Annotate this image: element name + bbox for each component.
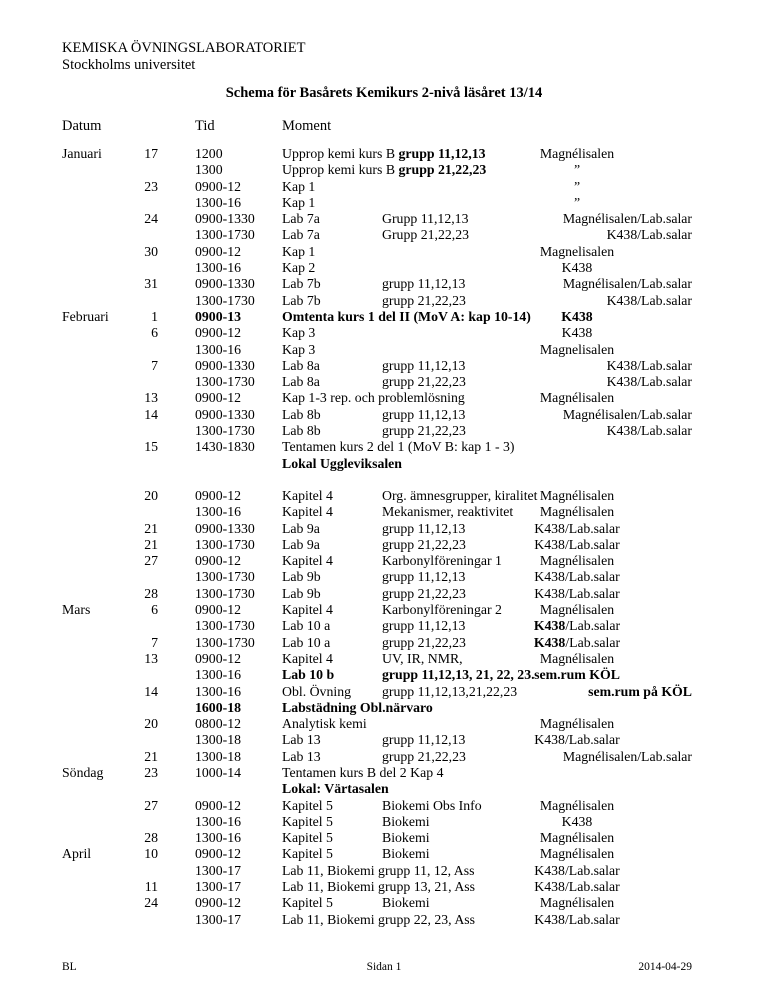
row-moment: Lab 9a <box>282 536 320 552</box>
row-group: Biokemi <box>382 813 430 829</box>
row-room: Magnélisalen <box>539 895 615 911</box>
row-time: 0900-12 <box>195 553 241 569</box>
schedule-row <box>0 276 768 292</box>
row-time: 1430-1830 <box>195 439 255 455</box>
row-day: 21 <box>144 520 158 536</box>
row-time: 1300-16 <box>195 813 241 829</box>
row-group: grupp 11,12,13, 21, 22, 23. <box>382 667 535 683</box>
row-moment: Kap 2 <box>282 260 316 276</box>
row-month: Söndag <box>62 764 104 780</box>
row-room: K438 <box>561 325 593 341</box>
schedule-row <box>0 374 768 390</box>
row-month: Februari <box>62 308 109 324</box>
row-moment: Lab 13 <box>282 748 321 764</box>
row-day: 31 <box>144 276 158 292</box>
row-time: 1000-14 <box>195 764 241 780</box>
schedule-row <box>0 569 768 585</box>
schedule-row <box>0 456 768 472</box>
row-room: Magnélisalen <box>539 146 615 161</box>
row-time: 1300-16 <box>195 260 241 276</box>
row-group: Grupp 21,22,23 <box>382 227 469 243</box>
row-group: grupp 21,22,23 <box>382 585 466 601</box>
row-moment: Kapitel 4 <box>282 553 333 569</box>
row-moment: Lab 8b <box>282 406 321 422</box>
row-group: Biokemi <box>382 830 430 846</box>
row-room: Magnélisalen <box>539 553 615 569</box>
schedule-row <box>0 358 768 374</box>
row-room: Magnélisalen <box>539 797 615 813</box>
row-room: Magnélisalen <box>539 602 615 618</box>
row-day: 13 <box>144 390 158 406</box>
row-room: K438/Lab.salar <box>606 423 692 439</box>
row-moment: Lab 7a <box>282 211 320 227</box>
row-room: Magnélisalen <box>539 846 615 862</box>
row-room: Magnélisalen <box>539 650 615 666</box>
schedule-row <box>0 325 768 341</box>
row-time: 1200 <box>195 146 223 161</box>
row-time: 0900-1330 <box>195 357 255 373</box>
row-group: grupp 11,12,13,21,22,23 <box>382 683 518 699</box>
row-group: grupp 21,22,23 <box>382 423 466 439</box>
row-moment: Kap 1 <box>282 194 316 210</box>
row-group: Mekanismer, reaktivitet <box>382 504 514 520</box>
row-day: 30 <box>144 243 158 259</box>
row-day: 23 <box>144 178 158 194</box>
row-moment: Kapitel 4 <box>282 650 333 666</box>
row-room: K438/Lab.salar <box>534 520 620 536</box>
row-room: Magnélisalen <box>539 487 615 503</box>
schedule-row <box>0 798 768 814</box>
schedule-row <box>0 700 768 716</box>
schedule-row <box>0 309 768 325</box>
row-moment: Kapitel 5 <box>282 797 333 813</box>
row-room: Magnélisalen <box>539 830 615 846</box>
row-room: Magnélisalen/Lab.salar <box>562 211 692 227</box>
row-time: 1300 <box>195 162 223 178</box>
row-group: Biokemi <box>382 846 430 862</box>
row-moment: Obl. Övning <box>282 683 351 699</box>
row-moment: Lab 10 b <box>282 667 335 683</box>
row-time: 1300-1730 <box>195 536 255 552</box>
row-month: Mars <box>62 602 91 618</box>
row-moment: Kapitel 4 <box>282 487 333 503</box>
row-day: 10 <box>144 846 158 862</box>
row-time: 0900-12 <box>195 325 241 341</box>
row-moment: Kap 1 <box>282 178 316 194</box>
schedule-row <box>0 439 768 455</box>
schedule-row <box>0 716 768 732</box>
row-day: 23 <box>144 764 158 780</box>
row-moment: Lab 8a <box>282 357 320 373</box>
row-moment: Kap 1 <box>282 243 316 259</box>
row-room: Magnelisalen <box>539 243 615 259</box>
row-time: 0900-1330 <box>195 520 255 536</box>
row-time: 1300-1730 <box>195 585 255 601</box>
row-group: grupp 21,22,23 <box>382 374 466 390</box>
schedule-row <box>0 504 768 520</box>
row-time: 1300-17 <box>195 911 241 927</box>
row-moment: Lab 7a <box>282 227 320 243</box>
row-moment: Labstädning Obl.närvaro <box>282 699 433 715</box>
row-month: Januari <box>62 146 102 161</box>
row-moment: Lab 11, Biokemi grupp 13, 21, Ass <box>282 879 476 895</box>
schedule-row <box>0 830 768 846</box>
row-room: Magnelisalen <box>539 341 615 357</box>
row-time: 1300-16 <box>195 683 241 699</box>
schedule-row <box>0 521 768 537</box>
row-moment: Kap 3 <box>282 325 316 341</box>
schedule-row <box>0 749 768 765</box>
row-day: 14 <box>144 406 158 422</box>
row-time: 1300-16 <box>195 341 241 357</box>
row-moment: Tentamen kurs 2 del 1 (MoV B: kap 1 - 3) <box>282 439 515 455</box>
row-day: 24 <box>144 211 158 227</box>
row-time: 1300-17 <box>195 879 241 895</box>
row-time: 1300-1730 <box>195 292 255 308</box>
row-day: 28 <box>144 585 158 601</box>
row-group: grupp 11,12,13 <box>382 569 466 585</box>
row-moment: Lab 9b <box>282 569 321 585</box>
row-time: 1300-1730 <box>195 374 255 390</box>
row-room: Magnélisalen <box>539 716 615 732</box>
row-moment-group: grupp 11,12,13 <box>398 146 486 161</box>
row-day: 21 <box>144 536 158 552</box>
schedule-row <box>0 618 768 634</box>
row-moment: Kapitel 5 <box>282 895 333 911</box>
column-header-moment: Moment <box>282 118 332 134</box>
row-moment: Kapitel 5 <box>282 813 333 829</box>
footer-page-number: Sidan 1 <box>366 961 402 973</box>
schedule-row <box>0 146 768 162</box>
schedule-row <box>0 895 768 911</box>
row-room: K438/Lab.salar <box>606 292 692 308</box>
row-moment: Omtenta kurs 1 del II (MoV A: kap 10-14) <box>282 308 531 324</box>
schedule-row <box>0 195 768 211</box>
row-time: 1300-16 <box>195 504 241 520</box>
row-moment: Kapitel 5 <box>282 846 333 862</box>
row-month: April <box>62 846 92 862</box>
row-moment <box>282 162 486 178</box>
schedule-row <box>0 586 768 602</box>
row-time: 1300-18 <box>195 748 241 764</box>
row-day: 17 <box>144 146 158 161</box>
row-moment: Lab 9a <box>282 520 320 536</box>
row-time: 0900-12 <box>195 650 241 666</box>
row-room-suffix: /Lab.salar <box>565 634 621 650</box>
row-time: 0900-12 <box>195 243 241 259</box>
row-group: grupp 21,22,23 <box>382 292 466 308</box>
row-time: 1300-1730 <box>195 569 255 585</box>
row-time: 1300-1730 <box>195 423 255 439</box>
row-day: 13 <box>144 650 158 666</box>
row-group: grupp 21,22,23 <box>382 536 466 552</box>
row-time: 1300-1730 <box>195 618 255 634</box>
schedule-row <box>0 227 768 243</box>
row-moment-group: grupp 21,22,23 <box>398 162 487 178</box>
row-day: 20 <box>144 716 158 732</box>
row-room-code: K438 <box>533 618 566 634</box>
schedule-row <box>0 390 768 406</box>
row-day: 7 <box>151 357 158 373</box>
row-day: 6 <box>151 602 158 618</box>
row-day: 24 <box>144 895 158 911</box>
row-moment: Lab 8a <box>282 374 320 390</box>
row-moment: Kapitel 5 <box>282 830 333 846</box>
row-moment: Lab 9b <box>282 585 321 601</box>
row-time: 0900-1330 <box>195 406 255 422</box>
row-moment: Lab 8b <box>282 423 321 439</box>
row-time: 1300-16 <box>195 667 241 683</box>
row-moment: Lokal Uggleviksalen <box>282 455 402 471</box>
schedule-row <box>0 537 768 553</box>
row-room: ” <box>573 178 581 194</box>
row-room <box>462 635 692 651</box>
row-room: K438 <box>561 308 593 324</box>
row-group: Biokemi Obs Info <box>382 797 482 813</box>
row-group: Org. ämnesgrupper, kiralitet <box>382 487 538 503</box>
row-room <box>462 618 692 634</box>
row-group: grupp 11,12,13 <box>382 520 466 536</box>
row-group: Biokemi <box>382 895 430 911</box>
row-room: K438/Lab.salar <box>534 536 620 552</box>
row-moment: Lab 13 <box>282 732 321 748</box>
schedule-row <box>0 765 768 781</box>
row-day: 14 <box>144 683 158 699</box>
schedule-row <box>0 260 768 276</box>
schedule-row <box>0 244 768 260</box>
schedule-row <box>0 879 768 895</box>
schedule-row <box>0 211 768 227</box>
schedule-row <box>0 781 768 797</box>
row-moment: Lab 11, Biokemi grupp 11, 12, Ass <box>282 862 475 878</box>
row-moment: Lab 11, Biokemi grupp 22, 23, Ass <box>282 911 476 927</box>
row-time: 0900-12 <box>195 178 241 194</box>
row-moment: Kapitel 4 <box>282 504 333 520</box>
row-day: 27 <box>144 553 158 569</box>
row-group: grupp 11,12,13 <box>382 618 466 634</box>
row-room: Magnélisalen <box>539 504 615 520</box>
row-moment: Lab 10 a <box>282 634 331 650</box>
footer-date: 2014-04-29 <box>638 961 692 973</box>
row-moment-text: Upprop kemi kurs B <box>282 162 396 178</box>
row-group: grupp 21,22,23 <box>382 634 466 650</box>
row-group: Karbonylföreningar 2 <box>382 602 502 618</box>
row-group: grupp 11,12,13 <box>382 406 466 422</box>
row-time: 1300-17 <box>195 862 241 878</box>
schedule-title: Schema för Basårets Kemikurs 2-nivå läsåret 13/14 <box>225 85 543 101</box>
schedule-row <box>0 488 768 504</box>
footer-initials: BL <box>62 961 77 973</box>
schedule-row <box>0 684 768 700</box>
schedule-row <box>0 667 768 683</box>
row-time: 0900-12 <box>195 487 241 503</box>
schedule-row <box>0 732 768 748</box>
row-moment: Kapitel 4 <box>282 602 333 618</box>
schedule-table <box>0 146 768 928</box>
row-room: ” <box>573 162 581 178</box>
row-moment: Tentamen kurs B del 2 Kap 4 <box>282 764 444 780</box>
row-time: 0900-12 <box>195 602 241 618</box>
row-room-code: K438 <box>533 634 566 650</box>
row-room: Magnélisalen/Lab.salar <box>562 748 692 764</box>
row-day: 11 <box>144 879 158 895</box>
schedule-row <box>0 553 768 569</box>
schedule-row <box>0 651 768 667</box>
row-moment: Lab 7b <box>282 276 321 292</box>
row-time: 0900-1330 <box>195 211 255 227</box>
row-time: 0900-12 <box>195 846 241 862</box>
schedule-row <box>0 602 768 618</box>
row-room: ” <box>573 194 581 210</box>
row-room: K438/Lab.salar <box>534 879 620 895</box>
row-group: Grupp 11,12,13 <box>382 211 469 227</box>
row-time: 1300-18 <box>195 732 241 748</box>
row-time: 0900-12 <box>195 797 241 813</box>
row-room: K438/Lab.salar <box>534 732 620 748</box>
schedule-row <box>0 423 768 439</box>
row-time: 0900-12 <box>195 390 241 406</box>
schedule-row <box>0 342 768 358</box>
row-day: 7 <box>151 634 158 650</box>
row-time: 1600-18 <box>195 699 241 715</box>
row-room: K438/Lab.salar <box>534 862 620 878</box>
row-day: 1 <box>151 308 158 324</box>
row-room: sem.rum på KÖL <box>588 683 692 699</box>
row-room: K438/Lab.salar <box>606 357 692 373</box>
schedule-row <box>0 863 768 879</box>
row-group: grupp 11,12,13 <box>382 357 466 373</box>
row-room: K438/Lab.salar <box>534 911 620 927</box>
row-time: 1300-16 <box>195 830 241 846</box>
column-header-tid: Tid <box>195 118 215 134</box>
row-time: 0900-1330 <box>195 276 255 292</box>
row-moment-text: Upprop kemi kurs B <box>282 146 396 161</box>
row-day: 15 <box>144 439 158 455</box>
row-time: 1300-1730 <box>195 634 255 650</box>
row-day: 20 <box>144 487 158 503</box>
row-room: K438/Lab.salar <box>606 374 692 390</box>
row-group: UV, IR, NMR, <box>382 650 463 666</box>
row-room: Magnélisalen <box>539 390 615 406</box>
row-moment: Kap 3 <box>282 341 316 357</box>
schedule-row <box>0 407 768 423</box>
row-day: 27 <box>144 797 158 813</box>
row-time: 1300-1730 <box>195 227 255 243</box>
schedule-row <box>0 912 768 928</box>
row-time: 1300-16 <box>195 194 241 210</box>
row-room: Magnélisalen/Lab.salar <box>562 406 692 422</box>
row-room: K438 <box>561 813 593 829</box>
row-time: 0800-12 <box>195 716 241 732</box>
row-group: Karbonylföreningar 1 <box>382 553 502 569</box>
row-moment <box>282 146 486 162</box>
university-name: Stockholms universitet <box>62 57 196 73</box>
row-moment: Analytisk kemi <box>282 716 367 732</box>
column-header-datum: Datum <box>62 118 102 134</box>
row-moment: Lab 10 a <box>282 618 331 634</box>
schedule-row <box>0 293 768 309</box>
row-group: grupp 21,22,23 <box>382 748 466 764</box>
schedule-row <box>0 162 768 178</box>
schedule-row <box>0 179 768 195</box>
row-time: 0900-12 <box>195 895 241 911</box>
row-room: K438/Lab.salar <box>534 585 620 601</box>
row-time: 0900-13 <box>195 308 241 324</box>
org-name: KEMISKA ÖVNINGSLABORATORIET <box>62 40 306 56</box>
row-day: 28 <box>144 830 158 846</box>
row-moment: Lab 7b <box>282 292 321 308</box>
row-room: K438/Lab.salar <box>606 227 692 243</box>
row-room-suffix: /Lab.salar <box>565 618 621 634</box>
row-moment: Kap 1-3 rep. och problemlösning <box>282 390 465 406</box>
row-moment: Lokal: Värtasalen <box>282 781 389 797</box>
row-room: Magnélisalen/Lab.salar <box>562 276 692 292</box>
schedule-row <box>0 635 768 651</box>
row-day: 21 <box>144 748 158 764</box>
row-room: K438/Lab.salar <box>534 569 620 585</box>
row-day: 6 <box>151 325 158 341</box>
row-room: K438 <box>561 260 593 276</box>
row-room: sem.rum KÖL <box>534 667 620 683</box>
schedule-row <box>0 846 768 862</box>
schedule-row <box>0 814 768 830</box>
row-group: grupp 11,12,13 <box>382 732 466 748</box>
row-group: grupp 11,12,13 <box>382 276 466 292</box>
